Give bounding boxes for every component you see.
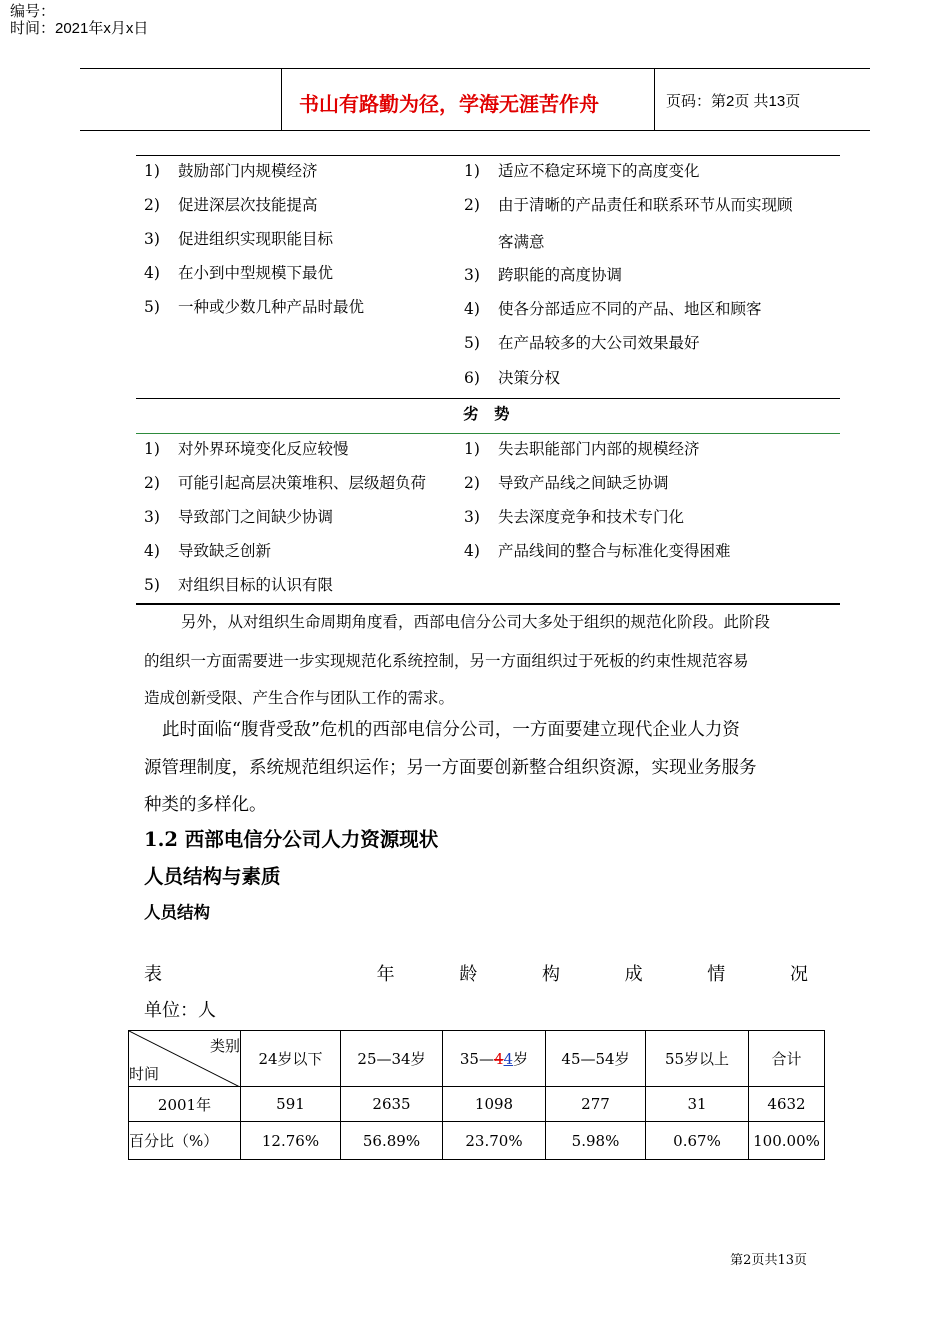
list-item: 2) 由于清晰的产品责任和联系环节从而实现顾 (464, 196, 793, 214)
table-cell: 56.89% (341, 1122, 443, 1160)
section-heading: 1.2 西部电信分公司人力资源现状 (144, 828, 439, 851)
table-unit: 单位：人 (144, 1000, 216, 1021)
header-divider (654, 69, 655, 130)
list-item: 2) 导致产品线之间缺乏协调 (464, 474, 669, 492)
list-item: 3) 跨职能的高度协调 (464, 266, 623, 284)
list-item: 1) 鼓励部门内规模经济 (144, 162, 318, 180)
caption-char: 情 (707, 964, 726, 985)
table-cell: 23.70% (443, 1122, 546, 1160)
paragraph-line: 此时面临“腹背受敌”危机的西部电信分公司，一方面要建立现代企业人力资 (162, 720, 740, 740)
caption-char: 成 (624, 964, 643, 985)
list-item: 4) 产品线间的整合与标准化变得困难 (464, 542, 731, 560)
table-caption (144, 960, 808, 986)
table-header-cell: 合计 (749, 1031, 825, 1087)
table-row (129, 1122, 825, 1160)
list-item: 3) 导致部门之间缺少协调 (144, 508, 334, 526)
table-rule (136, 398, 840, 399)
header-divider (281, 69, 282, 130)
caption-char: 表 (144, 964, 162, 985)
header-meta (10, 3, 148, 37)
caption-char: 况 (789, 964, 808, 985)
caption-char: 构 (541, 964, 560, 985)
table-header-cell: 24岁以下 (241, 1031, 341, 1087)
table-cell: 4632 (749, 1087, 825, 1122)
paragraph-line: 另外，从对组织生命周期角度看，西部电信分公司大多处于组织的规范化阶段。此阶段 (181, 613, 771, 631)
diagonal-header-cell (129, 1031, 241, 1087)
table-cell: 0.67% (646, 1122, 749, 1160)
table-cell: 12.76% (241, 1122, 341, 1160)
subsection-heading: 人员结构与素质 (144, 865, 281, 888)
time-label: 时间：2021年x月x日 (10, 20, 149, 37)
list-item: 1) 失去职能部门内部的规模经济 (464, 440, 700, 458)
list-item: 1) 对外界环境变化反应较慢 (144, 440, 349, 458)
list-item: 5) 对组织目标的认识有限 (144, 576, 334, 594)
caption-char: 龄 (459, 964, 478, 985)
list-item: 2) 可能引起高层决策堆积、层级超负荷 (144, 474, 427, 492)
age-structure-table (128, 1030, 825, 1160)
list-item: 3) 促进组织实现职能目标 (144, 230, 334, 248)
list-item: 2) 促进深层次技能提高 (144, 196, 318, 214)
paragraph-line: 源管理制度，系统规范组织运作；另一方面要创新整合组织资源，实现业务服务 (144, 758, 757, 778)
diag-top-label: 类别 (209, 1037, 240, 1055)
list-item: 4) 使各分部适应不同的产品、地区和顾客 (464, 300, 762, 318)
table-header-cell: 55岁以上 (646, 1031, 749, 1087)
table-header-cell: 35—44岁 (443, 1031, 546, 1087)
list-item: 5) 在产品较多的大公司效果最好 (464, 334, 700, 352)
diag-bottom-label: 时间 (129, 1065, 160, 1083)
paragraph-line: 造成创新受限、产生合作与团队工作的需求。 (144, 689, 455, 707)
list-item: 5) 一种或少数几种产品时最优 (144, 298, 365, 316)
row-label: 百分比（%） (129, 1122, 241, 1160)
disadvantage-heading: 劣 势 (463, 404, 510, 423)
table-top-rule (136, 155, 840, 156)
table-cell: 277 (546, 1087, 646, 1122)
list-item: 1) 适应不稳定环境下的高度变化 (464, 162, 700, 180)
paragraph-line: 的组织一方面需要进一步实现规范化系统控制，另一方面组织过于死板的约束性规范容易 (144, 652, 749, 670)
table-header-cell: 45—54岁 (546, 1031, 646, 1087)
table-cell: 2635 (341, 1087, 443, 1122)
row-label: 2001年 (129, 1087, 241, 1122)
header-page-number: 页码：第2页 共13页 (666, 93, 801, 110)
table-header-cell: 25—34岁 (341, 1031, 443, 1087)
header-motto: 书山有路勤为径，学海无涯苦作舟 (299, 92, 599, 116)
table-cell: 5.98% (546, 1122, 646, 1160)
table-cell: 100.00% (749, 1122, 825, 1160)
table-cell: 591 (241, 1087, 341, 1122)
paragraph-line: 种类的多样化。 (144, 795, 267, 815)
serial-label: 编号： (10, 3, 56, 20)
caption-char: 年 (376, 964, 395, 985)
list-item: 3) 失去深度竞争和技术专门化 (464, 508, 685, 526)
list-item: 4) 导致缺乏创新 (144, 542, 272, 560)
table-cell: 1098 (443, 1087, 546, 1122)
list-item: 客满意 (498, 233, 545, 251)
subsubsection-heading: 人员结构 (144, 903, 210, 922)
table-row (129, 1087, 825, 1122)
list-item: 6) 决策分权 (464, 369, 561, 387)
table-bottom-rule (136, 603, 840, 605)
table-rule-green (136, 433, 840, 434)
list-item: 4) 在小到中型规模下最优 (144, 264, 334, 282)
table-cell: 31 (646, 1087, 749, 1122)
page-footer: 第2页共13页 (730, 1253, 807, 1268)
